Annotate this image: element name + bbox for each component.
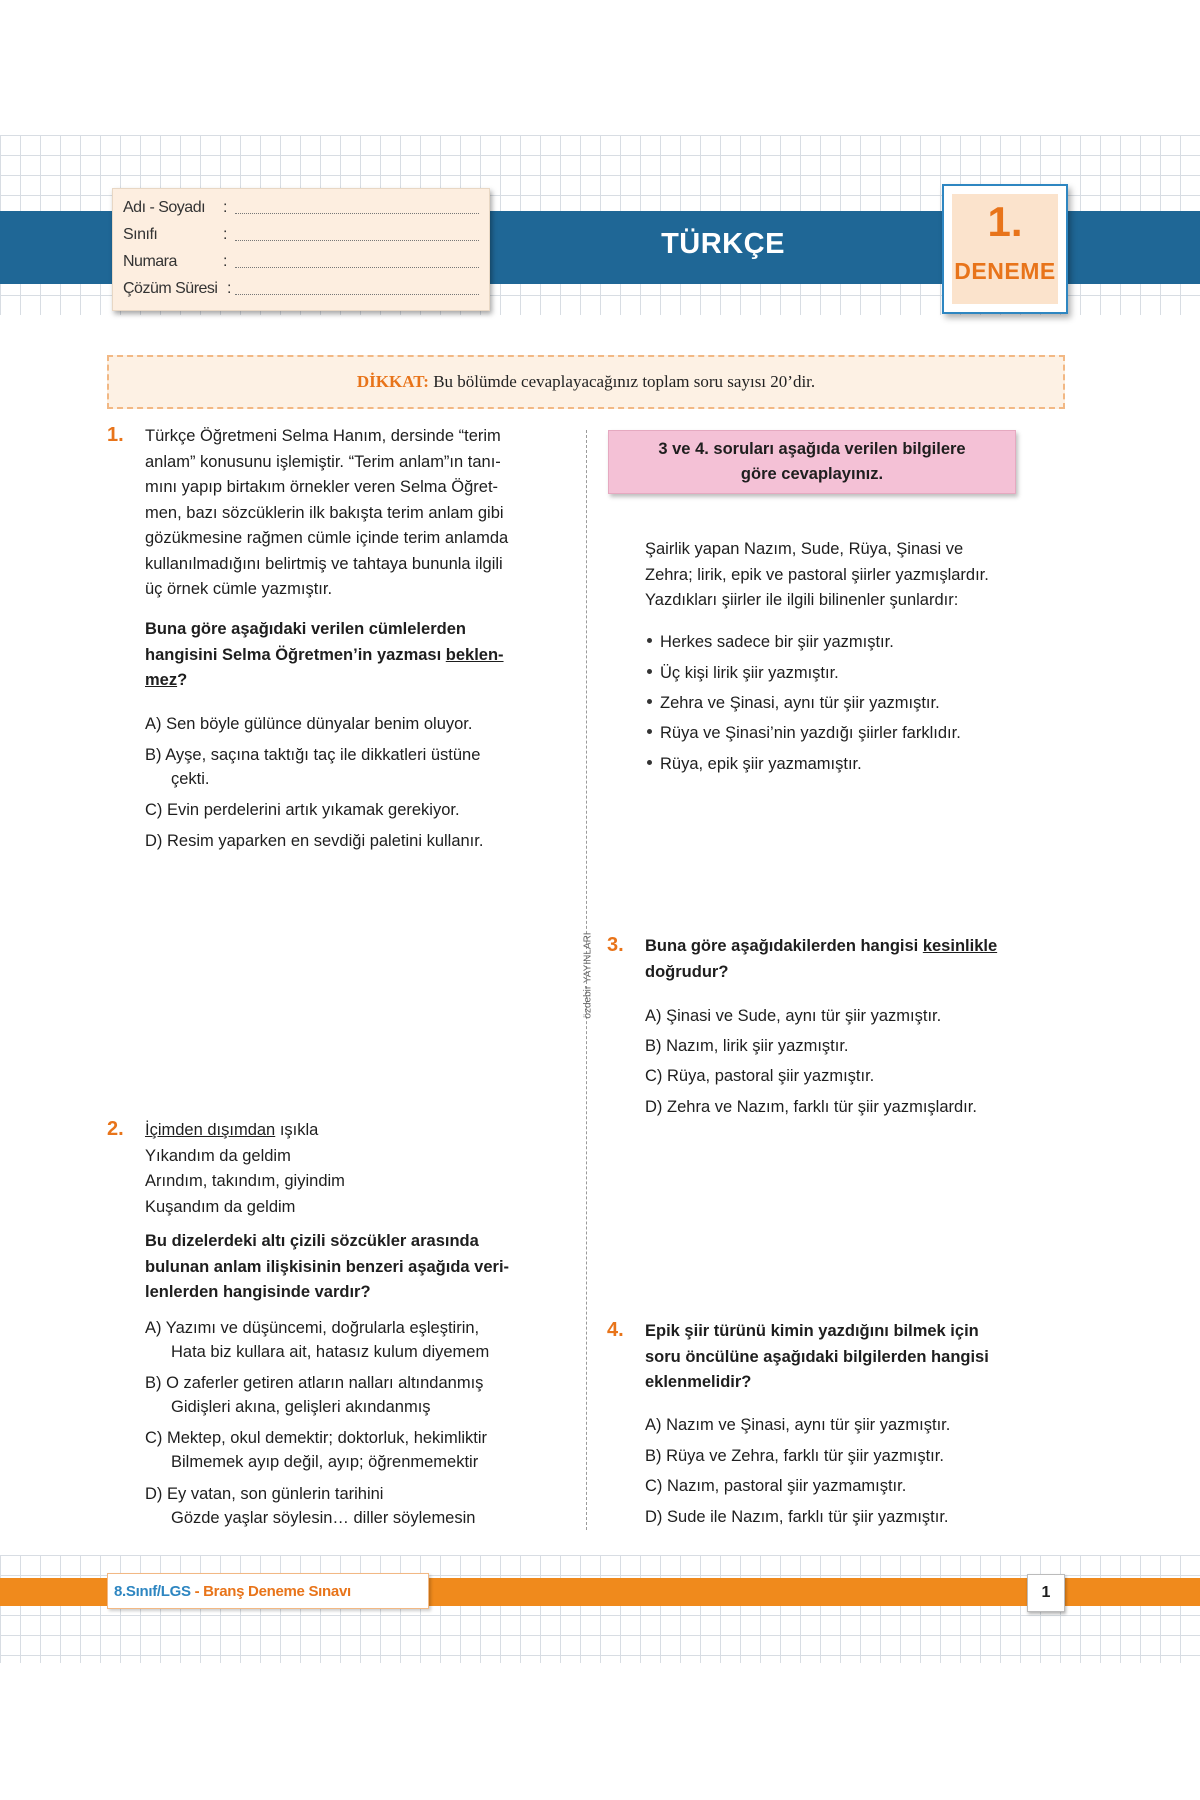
premise-bullet — [647, 691, 940, 715]
q2-option-d[interactable] — [145, 1482, 585, 1530]
bullet-dot — [647, 729, 652, 734]
exam-number: 1. — [987, 198, 1023, 245]
student-info-box — [112, 188, 490, 311]
option-letter: A) — [145, 1319, 162, 1337]
stem-line: men, bazı sözcüklerin ilk bakışta terim anlam gibi — [145, 503, 504, 522]
student-number-field[interactable] — [123, 253, 479, 275]
option-letter: A) — [145, 715, 162, 733]
field-label: Sınıfı — [123, 226, 158, 243]
footer-exam-label — [107, 1573, 429, 1609]
poem-line: Kuşandım da geldim — [145, 1197, 296, 1216]
option-letter: B) — [645, 1447, 662, 1465]
publisher-mark — [573, 915, 603, 1045]
question-3-number: 3. — [607, 934, 624, 956]
prompt-line: Bu dizelerdeki altı çizili sözcükler arasında — [145, 1232, 479, 1250]
student-name-field[interactable] — [123, 199, 479, 221]
option-text: Ey vatan, son günlerin tarihini — [167, 1485, 384, 1503]
option-text: Zehra ve Nazım, farklı tür şiir yazmışlardır. — [667, 1098, 977, 1116]
option-text: Şinasi ve Sude, aynı tür şiir yazmıştır. — [666, 1007, 942, 1025]
option-letter: D) — [645, 1508, 663, 1526]
instruction-line: göre cevaplayınız. — [740, 465, 884, 483]
question-1-prompt — [145, 617, 575, 694]
bullet-dot — [647, 669, 652, 674]
q2-option-a[interactable] — [145, 1316, 585, 1364]
option-text-cont: Gözde yaşlar söylesin… diller söylemesin — [171, 1509, 476, 1527]
option-letter: C) — [645, 1477, 663, 1495]
prompt-line: bulunan anlam ilişkisinin benzeri aşağıda veri- — [145, 1257, 510, 1276]
q4-option-b[interactable] — [645, 1444, 944, 1468]
attention-notice — [107, 355, 1065, 409]
field-label: Adı - Soyadı — [123, 199, 206, 216]
option-letter: D) — [145, 832, 163, 850]
prompt-line: Epik şiir türünü kimin yazdığını bilmek için — [645, 1322, 979, 1340]
question-4-prompt — [645, 1319, 1075, 1396]
q4-option-c[interactable] — [645, 1474, 906, 1498]
question-2-number: 2. — [107, 1118, 124, 1140]
field-colon: : — [227, 280, 231, 297]
premise-bullet — [647, 721, 961, 745]
field-colon: : — [223, 199, 227, 216]
q3-q4-intro — [645, 537, 1065, 614]
option-text-cont: çekti. — [171, 770, 210, 788]
instruction-line: 3 ve 4. soruları aşağıda verilen bilgilere — [658, 440, 966, 458]
q1-option-b[interactable] — [145, 743, 585, 791]
publisher-text: özdebir YAYINLARI — [582, 932, 594, 1019]
stem-line: mını yapıp birtakım örnekler veren Selma Öğret- — [145, 478, 499, 496]
q1-option-c[interactable] — [145, 798, 460, 822]
option-text: Rüya, pastoral şiir yazmıştır. — [667, 1067, 875, 1085]
option-letter: D) — [645, 1098, 663, 1116]
student-class-field[interactable] — [123, 226, 479, 248]
option-letter: C) — [145, 1429, 163, 1447]
intro-line: Yazdıkları şiirler ile ilgili bilinenler şunlardır: — [645, 591, 959, 609]
exam-number-badge — [942, 184, 1068, 314]
notice-label: DİKKAT: — [356, 372, 429, 391]
premise-bullet — [647, 630, 894, 654]
bullet-text: Üç kişi lirik şiir yazmıştır. — [660, 664, 839, 682]
prompt-line: soru öncülüne aşağıdaki bilgilerden hangisi — [645, 1347, 989, 1366]
q3-option-a[interactable] — [645, 1004, 941, 1028]
option-text: Yazımı ve düşüncemi, doğrularla eşleştirin, — [165, 1319, 480, 1337]
stem-line: kullanılmadığını belirtmiş ve tahtaya bununla ilgili — [145, 554, 503, 573]
question-2-poem — [145, 1118, 575, 1220]
solve-time-field[interactable] — [123, 280, 479, 302]
poem-underlined: İçimden dışımdan — [145, 1121, 276, 1139]
q4-option-a[interactable] — [645, 1413, 950, 1437]
prompt-line: eklenmelidir? — [645, 1373, 752, 1391]
stem-line: gözükmesine rağmen cümle içinde terim anlamda — [145, 529, 509, 547]
field-dotted-line — [235, 240, 479, 241]
q3-q4-instruction-box — [608, 430, 1016, 494]
option-text-cont: Gidişleri akına, gelişleri akındanmış — [171, 1398, 431, 1416]
option-text: Nazım ve Şinasi, aynı tür şiir yazmıştır. — [666, 1416, 951, 1434]
field-label: Çözüm Süresi — [123, 280, 218, 297]
subject-title: TÜRKÇE — [661, 228, 785, 260]
prompt-line: Buna göre aşağıdaki verilen cümlelerden — [145, 620, 466, 638]
notice-text: Bu bölümde cevaplayacağınız toplam soru sayısı 20’dir. — [428, 372, 816, 391]
field-dotted-line — [235, 294, 479, 295]
bullet-dot — [647, 699, 652, 704]
poem-line: Arındım, takındım, giyindim — [145, 1172, 345, 1190]
q3-option-b[interactable] — [645, 1034, 849, 1058]
stem-line: üç örnek cümle yazmıştır. — [145, 580, 333, 598]
q3-option-c[interactable] — [645, 1064, 874, 1088]
intro-line: Şairlik yapan Nazım, Sude, Rüya, Şinasi ve — [645, 540, 964, 558]
footer-exam-type: - Branş Deneme Sınavı — [190, 1583, 351, 1600]
prompt-text: ? — [177, 671, 188, 689]
option-letter: A) — [645, 1007, 662, 1025]
prompt-underlined: mez — [145, 671, 178, 689]
option-text-cont: Hata biz kullara ait, hatasız kulum diyemem — [171, 1343, 490, 1361]
field-dotted-line — [235, 213, 479, 214]
option-letter: A) — [645, 1416, 662, 1434]
prompt-line — [645, 934, 1075, 960]
question-4-number: 4. — [607, 1319, 624, 1341]
field-colon: : — [223, 253, 227, 270]
prompt-text: hangisini Selma Öğretmen’in yazması — [145, 645, 446, 664]
option-text: Mektep, okul demektir; doktorluk, hekimliktir — [167, 1429, 488, 1447]
question-1-stem — [145, 424, 575, 603]
option-letter: D) — [145, 1485, 163, 1503]
q4-option-d[interactable] — [645, 1505, 949, 1529]
q1-option-d[interactable] — [145, 829, 483, 853]
q2-option-b[interactable] — [145, 1371, 585, 1419]
question-3-prompt — [645, 934, 1075, 985]
bullet-dot — [647, 638, 652, 643]
footer-grade: 8.Sınıf/LGS — [114, 1583, 191, 1600]
option-letter: B) — [145, 1374, 162, 1392]
page-number: 1 — [1027, 1574, 1065, 1612]
option-letter: B) — [145, 746, 162, 764]
q3-option-d[interactable] — [645, 1095, 977, 1119]
option-letter: B) — [645, 1037, 662, 1055]
exam-badge-inner — [952, 194, 1058, 304]
prompt-line: doğrudur? — [645, 962, 729, 981]
option-text: O zaferler getiren atların nalları altındanmış — [166, 1374, 484, 1392]
bullet-text: Zehra ve Şinasi, aynı tür şiir yazmıştır. — [660, 694, 940, 712]
field-colon: : — [223, 226, 227, 243]
stem-line: Türkçe Öğretmeni Selma Hanım, dersinde “terim — [145, 427, 501, 445]
prompt-line — [145, 643, 575, 669]
option-text-cont: Bilmemek ayıp değil, ayıp; öğrenmemektir — [171, 1453, 479, 1471]
intro-line: Zehra; lirik, epik ve pastoral şiirler yazmışlardır. — [645, 565, 989, 584]
premise-bullet — [647, 752, 862, 776]
field-dotted-line — [235, 267, 479, 268]
bullet-text: Herkes sadece bir şiir yazmıştır. — [660, 633, 894, 651]
option-letter: C) — [145, 801, 163, 819]
premise-bullet — [647, 661, 839, 685]
question-1-number: 1. — [107, 424, 124, 446]
poem-line: Yıkandım da geldim — [145, 1146, 291, 1165]
option-text: Ayşe, saçına taktığı taç ile dikkatleri üstüne — [165, 746, 481, 764]
prompt-underlined: kesinlikle — [922, 937, 998, 955]
question-2-prompt — [145, 1229, 585, 1306]
prompt-line: lenlerden hangisinde vardır? — [145, 1283, 371, 1301]
poem-text: ışıkla — [275, 1121, 319, 1139]
q2-option-c[interactable] — [145, 1426, 585, 1474]
option-letter: C) — [645, 1067, 663, 1085]
option-text: Evin perdelerini artık yıkamak gerekiyor. — [167, 801, 460, 819]
option-text: Sude ile Nazım, farklı tür şiir yazmıştır. — [667, 1508, 949, 1526]
poem-line — [145, 1118, 575, 1144]
prompt-underlined: beklen- — [445, 645, 504, 664]
stem-line: anlam” konusunu işlemiştir. “Terim anlam”ın tanı- — [145, 452, 501, 471]
option-text: Nazım, pastoral şiir yazmamıştır. — [667, 1477, 907, 1495]
field-label: Numara — [123, 253, 177, 270]
bullet-text: Rüya, epik şiir yazmamıştır. — [660, 755, 862, 773]
prompt-line — [145, 668, 575, 694]
exam-label: DENEME — [954, 258, 1056, 284]
prompt-text: Buna göre aşağıdakilerden hangisi — [645, 937, 923, 955]
option-text: Rüya ve Zehra, farklı tür şiir yazmıştır. — [666, 1447, 944, 1465]
bullet-dot — [647, 760, 652, 765]
option-text: Resim yaparken en sevdiği paletini kullanır. — [167, 832, 484, 850]
option-text: Nazım, lirik şiir yazmıştır. — [666, 1037, 849, 1055]
bullet-text: Rüya ve Şinasi’nin yazdığı şiirler farklıdır. — [660, 724, 961, 742]
option-text: Sen böyle gülünce dünyalar benim oluyor. — [166, 715, 473, 733]
q1-option-a[interactable] — [145, 712, 472, 736]
